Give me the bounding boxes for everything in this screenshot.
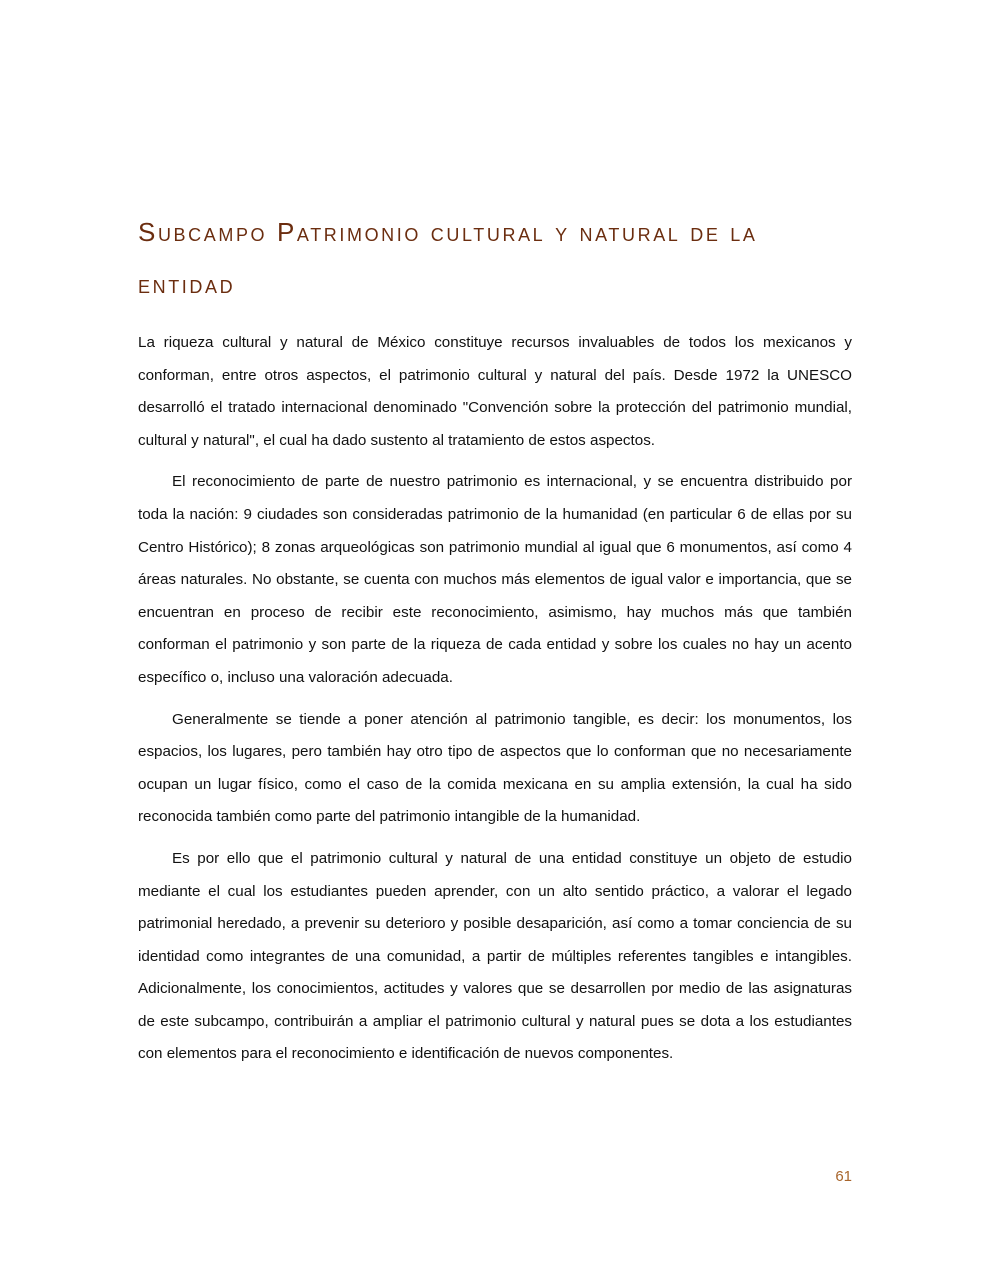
paragraph-2: El reconocimiento de parte de nuestro patrimonio es internacional, y se encuentra distribuido por toda la nación: 9 ciudades son consideradas patrimonio de la humanidad (en particular 6 de ellas por su Centro Histórico); 8 zonas arqueológicas son patrimonio mundial al igual que 6 monumentos, así como 4 áreas naturales. No obstante, se cuenta con muchos más elementos de igual valor e importancia, que se encuentran en proceso de recibir este reconocimiento, asimismo, hay muchos más que también conforman el patrimonio y son parte de la riqueza de cada entidad y sobre los cuales no hay un acento específico o, incluso una valoración adecuada. — [138, 473, 852, 686]
paragraph-1: La riqueza cultural y natural de México constituye recursos invaluables de todos los mexicanos y conforman, entre otros aspectos, el patrimonio cultural y natural del país. Desde 1972 la UNESCO desarrolló el tratado internacional denominado "Convención sobre la protección del patrimonio mundial, cultural y natural", el cual ha dado sustento al tratamiento de estos aspectos. — [138, 334, 852, 449]
body-text — [138, 327, 852, 1080]
paragraph-3: Generalmente se tiende a poner atención al patrimonio tangible, es decir: los monumentos, los espacios, los lugares, pero también hay otro tipo de aspectos que lo conforman que no necesariamente ocupan un lugar físico, como el caso de la comida mexicana en su amplia extensión, la cual ha sido reconocida también como parte del patrimonio intangible de la humanidad. — [138, 710, 852, 826]
page-number: 61 — [835, 1168, 852, 1185]
paragraph-4: Es por ello que el patrimonio cultural y natural de una entidad constituye un objeto de estudio mediante el cual los estudiantes pueden aprender, con un alto sentido práctico, a valorar el legado patrimonial heredado, a prevenir su deterioro y posible desaparición, así como a tomar conciencia de su identidad como integrantes de una comunidad, a partir de múltiples referentes tangibles e intangibles. Adicionalmente, los conocimientos, actitudes y valores que se desarrollen por medio de las asignaturas de este subcampo, contribuirán a ampliar el patrimonio cultural y natural pues se dota a los estudiantes con elementos para el reconocimiento e identificación de nuevos componentes. — [138, 849, 852, 1063]
section-heading: Subcampo Patrimonio cultural y natural de la entidad — [138, 217, 758, 299]
